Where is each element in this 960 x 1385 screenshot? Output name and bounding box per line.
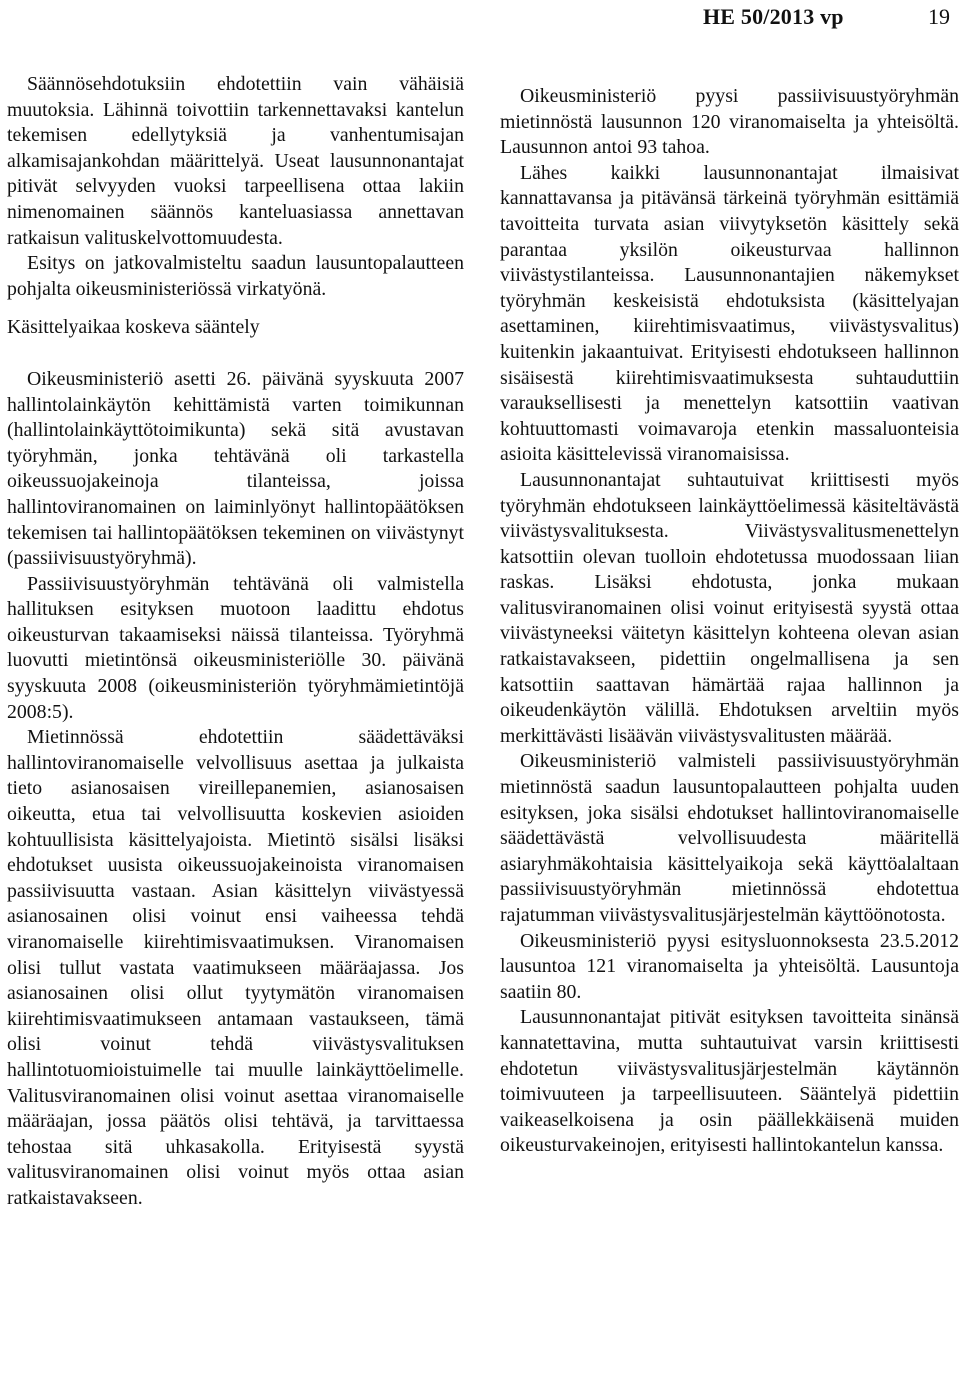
document-id: HE 50/2013 vp xyxy=(703,4,844,29)
paragraph: Esitys on jatkovalmisteltu saadun lausuntopalautteen pohjalta oikeusministeriössä virkatyönä. xyxy=(7,252,464,300)
page-number: 19 xyxy=(928,4,950,29)
section-heading: Käsittelyaikaa koskeva sääntely xyxy=(7,316,260,339)
paragraph: Mietinnössä ehdotettiin säädettäväksi hallintoviranomaiselle velvollisuus asettaa ja julkaista tieto asianosaisen vireillepanemien, asianosaisen oikeutta, etua tai velvollisuutta koskevien asioiden kohtuullisista käsittelyajoista. Mietintö sisälsi lisäksi ehdotukset uusista oikeussuojakeinoista viranomaisen passiivisuutta vastaan. Asian käsittelyn viivästyessä asianosainen olisi voinut ensi vaiheessa tehdä viranomaiselle kiirehtimisvaatimuksen. Viranomaisen olisi tullut vastata vaatimukseen määräajassa. Jos asianosainen olisi ollut tyytymätön viranomaisen kiirehtimisvaatimukseen antamaan vastaukseen, tämä olisi voinut tehdä viivästysvalituksen hallintotuomioistuimelle tai muulle lainkäyttöelimelle. Valitusviranomainen olisi voinut asettaa viranomaiselle määräajan, jossa päätös olisi tehtävä, ja tarvittaessa tehostaa sitä uhkasakolla. Erityisestä syystä valitusviranomainen olisi voinut myös ottaa asian ratkaistavakseen. xyxy=(7,726,464,1209)
paragraph: Säännösehdotuksiin ehdotettiin vain vähäisiä muutoksia. Lähinnä toivottiin tarkennettavaksi kantelun tekemisen edellytyksiä ja vanhentumisajan alkamisajankohdan määrittelyä. Useat lausunnonantajat pitivät selvyyden vuoksi tarpeellisena ottaa lakiin nimenomainen säännös kanteluasiassa annettavan ratkaisun valituskelvottomuudesta. xyxy=(7,73,464,249)
right-column xyxy=(500,84,959,1159)
paragraph: Passiivisuustyöryhmän tehtävänä oli valmistella hallituksen esityksen muotoon laadittu ehdotus oikeusturvan takaamiseksi näissä tilanteissa. Työryhmä luovutti mietintönsä oikeusministeriölle 30. päivänä syyskuuta 2008 (oikeusministeriön työryhmämietintöjä 2008:5). xyxy=(7,572,464,723)
page-header xyxy=(0,0,960,40)
paragraph: Lausunnonantajat pitivät esityksen tavoitteita sinänsä kannatettavina, mutta suhtautuivat varsin kriittisesti ehdotetun viivästysvalitusjärjestelmän käytännön toimivuuteen ja tarpeellisuuteen. Sääntelyä pidettiin vaikeaselkoisena ja osin päällekkäisenä muiden oikeusturvakeinojen, erityisesti hallintokantelun kanssa. xyxy=(500,1006,959,1157)
paragraph: Lähes kaikki lausunnonantajat ilmaisivat kannattavansa ja pitävänsä tärkeinä työryhmän esittämiä tavoitteita turvata asian viivytyksetön käsittely sekä parantaa yksilön oikeusturvaa hallinnon viivästystilanteissa. Lausunnonantajien näkemykset työryhmän keskeisistä ehdotuksista (käsittelyajan asettaminen, kiirehtimisvaatimus, viivästysvalitus) kuitenkin jakaantuivat. Erityisesti ehdotukseen hallinnon sisäisestä kiirehtimisvaatimuksesta suhtauduttiin varauksellisesti ja menettelyn katsottiin vaativan kohtuuttomasti voimavaroja etenkin massaluonteisia asioita käsittelevissä viranomaisissa. xyxy=(500,161,959,466)
paragraph: Oikeusministeriö valmisteli passiivisuustyöryhmän mietinnöstä saadun lausuntopalautteen pohjalta uuden esityksen, joka sisälsi ehdotukset hallintoviranomaiselle säädettävästä velvollisuudesta määritellä asiaryhmäkohtaisia käsittelyaikoja sekä käyttöalaltaan passiivisuustyöryhmän mietinnössä ehdotettua rajatumman viivästysvalitusjärjestelmän käyttöönotosta. xyxy=(500,750,959,926)
paragraph: Oikeusministeriö pyysi passiivisuustyöryhmän mietinnöstä lausunnon 120 viranomaiselta ja yhteisöltä. Lausunnon antoi 93 tahoa. xyxy=(500,85,959,159)
paragraph: Oikeusministeriö pyysi esitysluonnoksesta 23.5.2012 lausuntoa 121 viranomaiselta ja yhteisöltä. Lausuntoja saatiin 80. xyxy=(500,929,959,1003)
left-column xyxy=(7,72,464,1212)
paragraph: Oikeusministeriö asetti 26. päivänä syyskuuta 2007 hallintolainkäytön kehittämistä varten toimikunnan (hallintolainkäyttötoimikunta) sekä sitä avustavan työryhmän, jonka tehtävänä oli tarkastella oikeussuojakeinoja tilanteissa, joissa hallintoviranomainen on laiminlyönyt hallintopäätöksen tekemisen tai hallintopäätöksen tekeminen on viivästynyt (passiivisuustyöryhmä). xyxy=(7,367,464,570)
paragraph: Lausunnonantajat suhtautuivat kriittisesti myös työryhmän ehdotukseen lainkäyttöelimessä käsiteltävästä viivästysvalituksesta. Viivästysvalitusmenettelyn katsottiin olevan tuolloin ehdotetussa muodossaan liian raskas. Lisäksi ehdotusta, jonka mukaan valitusviranomainen olisi voinut erityisestä syystä ottaa viivästyneeksi väitetyn käsittelyn kohteena olevan asian ratkaistavakseen, pidettiin ongelmallisena ja sen katsottiin saattavan hämärtää rajaa hallinnon ja oikeudenkäytön välillä. Ehdotuksen arveltiin myös merkittävästi lisäävän viivästysvalitusten määrää. xyxy=(500,468,959,747)
